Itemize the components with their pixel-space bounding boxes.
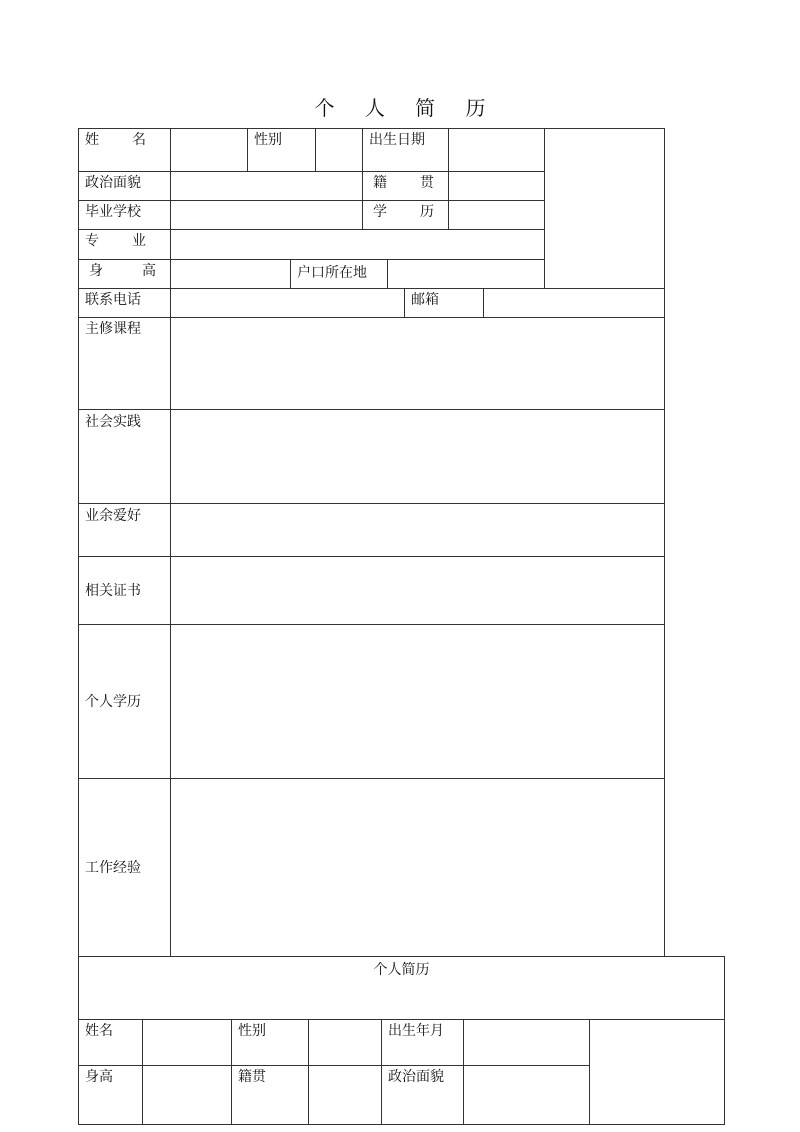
second-name-field[interactable] <box>142 1019 232 1066</box>
email-label: 邮箱 <box>404 288 484 318</box>
second-gender-label: 性别 <box>231 1019 309 1066</box>
second-native-field[interactable] <box>308 1065 382 1125</box>
second-height-field[interactable] <box>142 1065 232 1125</box>
politics-label: 政治面貌 <box>78 171 171 201</box>
page-title <box>0 92 800 121</box>
education-label: 学 历 <box>362 200 449 230</box>
title-char: 简 <box>415 96 436 120</box>
title-char: 个 <box>314 96 335 120</box>
gender-field[interactable] <box>315 128 363 172</box>
certificates-label: 相关证书 <box>78 556 171 625</box>
second-name-label: 姓名 <box>78 1019 143 1066</box>
second-native-label: 籍贯 <box>231 1065 309 1125</box>
courses-label: 主修课程 <box>78 317 171 410</box>
second-form-title: 个人简历 <box>78 956 725 1020</box>
photo-box[interactable] <box>544 128 665 289</box>
hobbies-label: 业余爱好 <box>78 503 171 557</box>
name-field[interactable] <box>170 128 248 172</box>
school-field[interactable] <box>170 200 363 230</box>
work-experience-label: 工作经验 <box>78 778 171 957</box>
name-label: 姓 名 <box>78 128 171 172</box>
native-place-field[interactable] <box>448 171 545 201</box>
second-politics-field[interactable] <box>463 1065 590 1125</box>
native-place-label: 籍 贯 <box>362 171 449 201</box>
education-field[interactable] <box>448 200 545 230</box>
education-history-label: 个人学历 <box>78 624 171 779</box>
second-gender-field[interactable] <box>308 1019 382 1066</box>
title-char: 历 <box>465 96 486 120</box>
school-label: 毕业学校 <box>78 200 171 230</box>
birth-date-label: 出生日期 <box>362 128 449 172</box>
height-label: 身 高 <box>78 259 171 289</box>
height-field[interactable] <box>170 259 291 289</box>
second-birth-field[interactable] <box>463 1019 590 1066</box>
major-field[interactable] <box>170 229 545 260</box>
second-height-label: 身高 <box>78 1065 143 1125</box>
hobbies-field[interactable] <box>170 503 665 557</box>
phone-field[interactable] <box>170 288 405 318</box>
work-experience-field[interactable] <box>170 778 665 957</box>
practice-field[interactable] <box>170 409 665 504</box>
courses-field[interactable] <box>170 317 665 410</box>
major-label: 专 业 <box>78 229 171 260</box>
birth-date-field[interactable] <box>448 128 545 172</box>
title-char: 人 <box>364 96 385 120</box>
politics-field[interactable] <box>170 171 363 201</box>
second-politics-label: 政治面貌 <box>381 1065 464 1125</box>
practice-label: 社会实践 <box>78 409 171 504</box>
gender-label: 性别 <box>247 128 316 172</box>
second-photo-box[interactable] <box>589 1019 725 1125</box>
hukou-label: 户口所在地 <box>290 259 388 289</box>
email-field[interactable] <box>483 288 665 318</box>
education-history-field[interactable] <box>170 624 665 779</box>
certificates-field[interactable] <box>170 556 665 625</box>
second-birth-label: 出生年月 <box>381 1019 464 1066</box>
hukou-field[interactable] <box>387 259 545 289</box>
phone-label: 联系电话 <box>78 288 171 318</box>
